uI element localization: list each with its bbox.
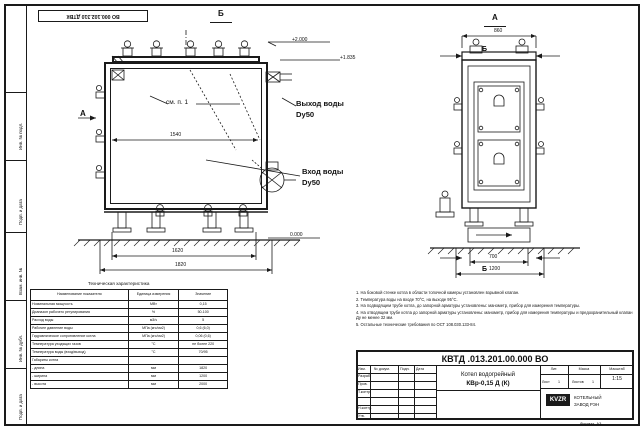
spec-cell: °С [128, 349, 179, 357]
spec-table-row [31, 373, 228, 381]
margin-label-3: Инв. № дубл. [18, 334, 23, 362]
water-inlet-label: Вход воды [302, 167, 344, 176]
dim-1540-label: 1540 [170, 132, 182, 138]
spec-cell: МВт [128, 301, 179, 309]
stamp-h-r3 [356, 397, 436, 398]
spec-cell: 2000 [179, 381, 228, 389]
spec-cell: Рабочее давление воды [31, 325, 129, 333]
spec-cell: °С [128, 341, 179, 349]
spec-cell: мм [128, 373, 179, 381]
water-inlet-dy: Dу50 [302, 178, 321, 187]
spec-cell: 0,15 [179, 301, 228, 309]
spec-cell: % [128, 309, 179, 317]
spec-cell: мм [128, 365, 179, 373]
spec-table-row [31, 357, 228, 365]
stamp-lit-hdr: Лит. [550, 367, 558, 371]
dim-1200-label: 1200 [489, 266, 501, 272]
spec-cell: 1200 [179, 373, 228, 381]
spec-cell: Габариты котла [31, 357, 129, 365]
spec-table-title: Техническая характеристика [88, 281, 150, 286]
stamp-scale-hdr: Масштаб [609, 367, 625, 371]
note-item: 1. На боковой стенке котла в области топочной камеры установлен взрывной клапан. [356, 290, 520, 295]
technical-notes [356, 290, 634, 328]
spec-cell: 50-100 [179, 309, 228, 317]
spec-cell: Номинальная мощность [31, 301, 129, 309]
spec-cell: Диапазон рабочего регулирования [31, 309, 129, 317]
spec-cell: 5 [179, 317, 228, 325]
stamp-h-r5 [356, 413, 436, 414]
company-logo-mark: KVZR [549, 397, 567, 403]
stamp-mass-hdr: Масса [578, 367, 590, 371]
spec-cell: не более 220 [179, 341, 228, 349]
elev-1835-label: +1.835 [340, 55, 356, 61]
section-b-top-label: Б [482, 46, 488, 53]
spec-cell: Температура уходящих газов [31, 341, 129, 349]
spec-header-1: Единица измерения [128, 290, 179, 301]
stamp-center-div [436, 390, 540, 391]
company-name-1: КОТЕЛЬНЫЙ [574, 395, 602, 400]
format-label: Формат А3 [580, 421, 602, 426]
spec-cell: 1820 [179, 365, 228, 373]
spec-table [30, 289, 228, 389]
spec-table-header-row [31, 290, 228, 301]
spec-cell: Гидравлическое сопротивление котла [31, 333, 129, 341]
margin-label-4: Подп. и дата [18, 394, 23, 420]
elev-2000-label: +2.000 [292, 37, 308, 43]
stamp-sheets-label: Листов [572, 380, 584, 384]
spec-cell: 0,6 (6,0) [179, 325, 228, 333]
stamp-sheets-value: 1 [592, 380, 594, 384]
spec-header-2: Значение [179, 290, 228, 301]
spec-cell: Температура воды (вход/выход) [31, 349, 129, 357]
margin-label-0: Инв. № подл. [18, 122, 23, 150]
stamp-right-h2 [540, 388, 634, 389]
note-item: 3. На подводящем трубе котла, до запорной арматуры установлены: манометр, прибор для измерения температуры. [356, 303, 581, 309]
spec-cell: Расход воды [31, 317, 129, 325]
stamp-col-podp: Подп. [400, 367, 410, 371]
stamp-scale-value: 1:15 [612, 376, 622, 382]
stamp-col-dok: № докум. [374, 367, 390, 371]
stamp-title-2: КВр-0,15 Д (К) [466, 380, 510, 387]
drawing-number: КВТД .013.201.00.000 ВО [441, 354, 549, 364]
spec-cell [128, 357, 179, 365]
spec-table-row [31, 365, 228, 373]
spec-cell [179, 357, 228, 365]
stamp-v-dok [398, 366, 399, 420]
spec-table-row [31, 325, 228, 333]
spec-cell: 70/95 [179, 349, 228, 357]
spec-cell: м3/ч [128, 317, 179, 325]
stamp-col-izm: Изм. [358, 367, 366, 371]
margin-label-2: Взам. инв. № [18, 267, 23, 295]
stamp-col-data: Дата [416, 367, 424, 371]
top-left-title-text: ВО 000.102.310 ДТВК [66, 13, 120, 20]
spec-table-row [31, 309, 228, 317]
spec-table-row [31, 333, 228, 341]
spec-cell: - длина [31, 365, 129, 373]
stamp-role-2: Т.контр. [358, 390, 372, 394]
spec-cell: МПа (кгс/см2) [128, 325, 179, 333]
company-name-2: ЗАВОД РЭН [574, 402, 600, 407]
stamp-role-4: Н.контр. [358, 406, 372, 410]
stamp-role-5: Утв. [358, 414, 365, 418]
see-item-note: см. п. 1 [166, 99, 189, 106]
note-item: 5. Остальные технические требования по ОСТ 108.030.133-84. [356, 321, 476, 327]
section-b-bottom-label: Б [482, 266, 488, 273]
dim-1620-label: 1620 [172, 248, 184, 254]
stamp-title-1: Котел водогрейный [460, 372, 516, 378]
view-a-left-label: А [80, 109, 86, 118]
spec-cell: - высота [31, 381, 129, 389]
spec-table-row [31, 341, 228, 349]
elev-0000-label: 0.000 [290, 232, 303, 238]
spec-cell: мм [128, 381, 179, 389]
stamp-sheet-label: Лист [542, 380, 550, 384]
spec-table-row [31, 317, 228, 325]
spec-cell: МПа (кгс/см2) [128, 333, 179, 341]
note-item: 4. На отводящем трубе котла до запорной арматуры установлены: манометр, прибор для измерения температуры и предохранительный клапан Ду не менее 32 мм. [356, 309, 633, 321]
margin-label-1: Подп. и дата [18, 199, 23, 225]
spec-header-0: Наименование показателя [31, 290, 129, 301]
stamp-right-h1 [540, 374, 634, 375]
water-outlet-label: Выход воды [296, 99, 344, 108]
spec-cell: 0,06 (0,6) [179, 333, 228, 341]
stamp-v-podp [414, 366, 415, 420]
view-b-label: Б [218, 9, 224, 18]
spec-table-row [31, 381, 228, 389]
stamp-role-0: Разраб. [358, 374, 371, 378]
stamp-role-1: Пров. [358, 382, 368, 386]
water-outlet-dy: Dу50 [296, 110, 315, 119]
view-a-label: А [492, 13, 498, 22]
dim-700-label: 700 [489, 254, 498, 260]
note-item: 2. Температура воды на входе 70°С, на выходе 95°С. [356, 296, 458, 302]
spec-table-row [31, 301, 228, 309]
stamp-sheet-value: 1 [558, 380, 560, 384]
stamp-h-r1 [356, 381, 436, 382]
dim-1820-label: 1820 [175, 262, 187, 268]
spec-cell: - ширина [31, 373, 129, 381]
dim-860-label: 860 [494, 28, 503, 34]
spec-table-row [31, 349, 228, 357]
